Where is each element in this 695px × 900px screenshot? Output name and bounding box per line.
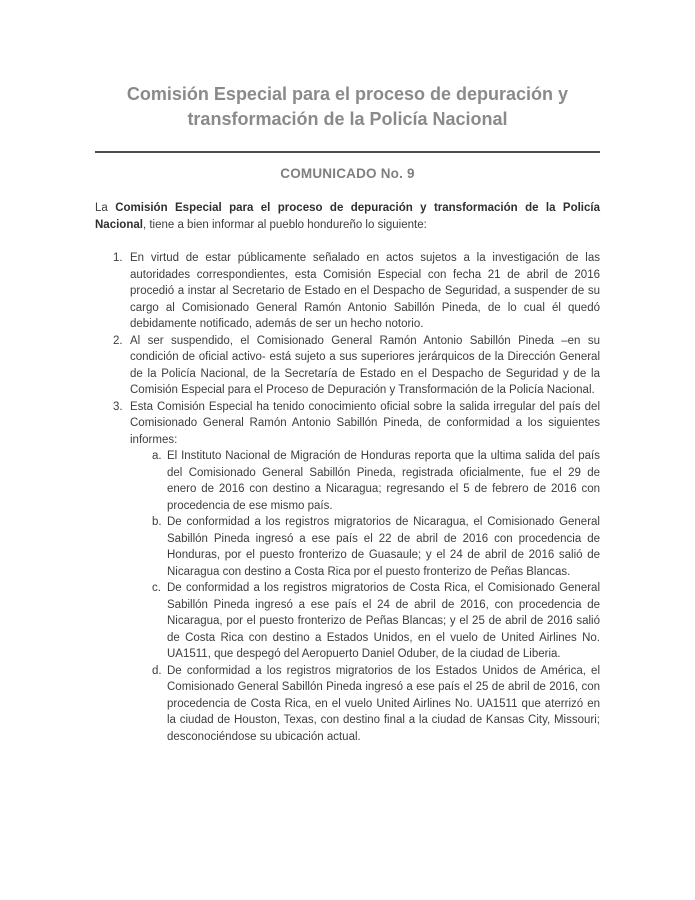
intro-paragraph: [95, 200, 600, 233]
list-item-marker: 2.: [113, 334, 123, 347]
sub-list-item: [130, 580, 600, 663]
document-title: [95, 82, 600, 132]
document-title-line1: Comisión Especial para el proceso de depuración y: [126, 84, 569, 104]
list-item: [95, 333, 600, 399]
intro-bold-text: Comisión Especial para el proceso de depuración y transformación de la Policía Nacional: [95, 202, 600, 231]
sub-list-item: [130, 514, 600, 580]
comunicado-heading: COMUNICADO No. 9: [280, 166, 415, 181]
document-title-line2: transformación de la Policía Nacional: [187, 109, 508, 129]
sub-list-item-text: De conformidad a los registros migratorios de Costa Rica, el Comisionado General Sabillón Pineda ingresó a ese país el 24 de abril de 2016, con procedencia de Nicaragua, por el puesto fronterizo de Peñas Blancas; y el 25 de abril de 2016 salió de Costa Rica con destino a Estados Unidos, en el vuelo de United Airlines No. UA1511, que despegó del Aeropuerto Daniel Oduber, de la ciudad de Liberia.: [167, 582, 600, 660]
list-item-marker: 3.: [113, 400, 123, 413]
sub-list-item-marker: c.: [152, 582, 161, 594]
list-item: [95, 250, 600, 333]
list-item-marker: 1.: [113, 252, 123, 264]
sub-list-item: [130, 663, 600, 746]
list-item: [95, 399, 600, 746]
sub-list-item-text: El Instituto Nacional de Migración de Honduras reporta que la ultima salida del país del Comisionado General Sabillón Pineda, registrada oficialmente, fue el 29 de enero de 2016 con destino a Nicaragua; regresando el 5 de febrero de 2016 con procedencia de ese mismo país.: [167, 450, 600, 512]
list-item-text: Esta Comisión Especial ha tenido conocimiento oficial sobre la salida irregular del país del Comisionado General Ramón Antonio Sabillón Pineda, de conformidad a los siguientes informes: a. El Instituto Nacional de Migración de Honduras reporta que la ultima salida del país del Comisionado General Sabillón Pineda, registrada oficialmente, fue el 29 de enero de 2016 con destino a Nicaragua; regresando el 5 de febrero de 2016 con procedencia de ese mismo país. b. De conformidad a los registros migratorios de Nicaragua, el Comisionado General Sabillón Pineda ingresó a ese país el 22 de abril de 2016 con procedencia de Honduras, por el puesto fronterizo de Guasaule; y el 24 de abril de 2016 salió de Nicaragua con destino a Costa Rica por el puesto fronterizo de Peñas Blancas. c. De conformidad a los registros migratorios de Costa Rica, el Comisionado General Sabillón Pineda ingresó a ese país el 24 de abril de 2016, con procedencia de Nicaragua, por el puesto fronterizo de Peñas Blancas; y el 25 de abril de 2016 salió de Costa Rica con destino a Estados Unidos, en el vuelo de United Airlines No. UA1511, que despegó del Aeropuerto Daniel Oduber, de la ciudad de Liberia. d. De conformidad a los registros migratorios de los Estados Unidos de América, el Comisionado General Sabillón Pineda ingresó a ese país el 25 de abril de 2016, con procedencia de Costa Rica, en el vuelo United Airlines No. UA1511 que aterrizó en la ciudad de Houston, Texas, con destino final a la ciudad de Kansas City, Missouri; desconociéndose su ubicación actual.: [130, 399, 600, 746]
list-item-text: En virtud de estar públicamente señalado en actos sujetos a la investigación de las autoridades correspondientes, esta Comisión Especial con fecha 21 de abril de 2016 procedió a instar al Secretario de Estado en el Despacho de Seguridad, a suspender de su cargo al Comisionado General Ramón Antonio Sabillón Pineda, de lo cual él quedó debidamente notificado, además de ser un hecho notorio.: [130, 252, 600, 330]
intro-prefix: La: [95, 202, 116, 214]
intro-rest: , tiene a bien informar al pueblo hondureño lo siguiente:: [142, 218, 427, 231]
sub-list-item-text: De conformidad a los registros migratorios de Nicaragua, el Comisionado General Sabillón Pineda ingresó a ese país el 22 de abril de 2016 con procedencia de Honduras, por el puesto fronterizo de Guasaule; y el 24 de abril de 2016 salió de Nicaragua con destino a Costa Rica por el puesto fronterizo de Peñas Blancas.: [167, 516, 600, 578]
title-divider: [95, 151, 600, 153]
numbered-list: [95, 250, 600, 745]
sub-list-item-marker: b.: [152, 516, 162, 528]
sub-list-item: [130, 448, 600, 514]
sub-list-item-marker: d.: [152, 664, 162, 677]
list-item-text: Al ser suspendido, el Comisionado General Ramón Antonio Sabillón Pineda –en su condición de oficial activo- está sujeto a sus superiores jerárquicos de la Dirección General de la Policía Nacional, de la Secretaría de Estado en el Despacho de Seguridad y de la Comisión Especial para el Proceso de Depuración y Transformación de la Policía Nacional.: [130, 334, 600, 396]
document-content: [95, 0, 600, 745]
sub-list-item-marker: a.: [152, 450, 162, 462]
lettered-sublist: [130, 448, 600, 745]
sub-list-item-text: De conformidad a los registros migratorios de los Estados Unidos de América, el Comisionado General Sabillón Pineda ingresó a ese país el 25 de abril de 2016, con procedencia de Costa Rica, en el vuelo United Airlines No. UA1511 que aterrizó en la ciudad de Houston, Texas, con destino final a la ciudad de Kansas City, Missouri; desconociéndose su ubicación actual.: [167, 664, 600, 743]
